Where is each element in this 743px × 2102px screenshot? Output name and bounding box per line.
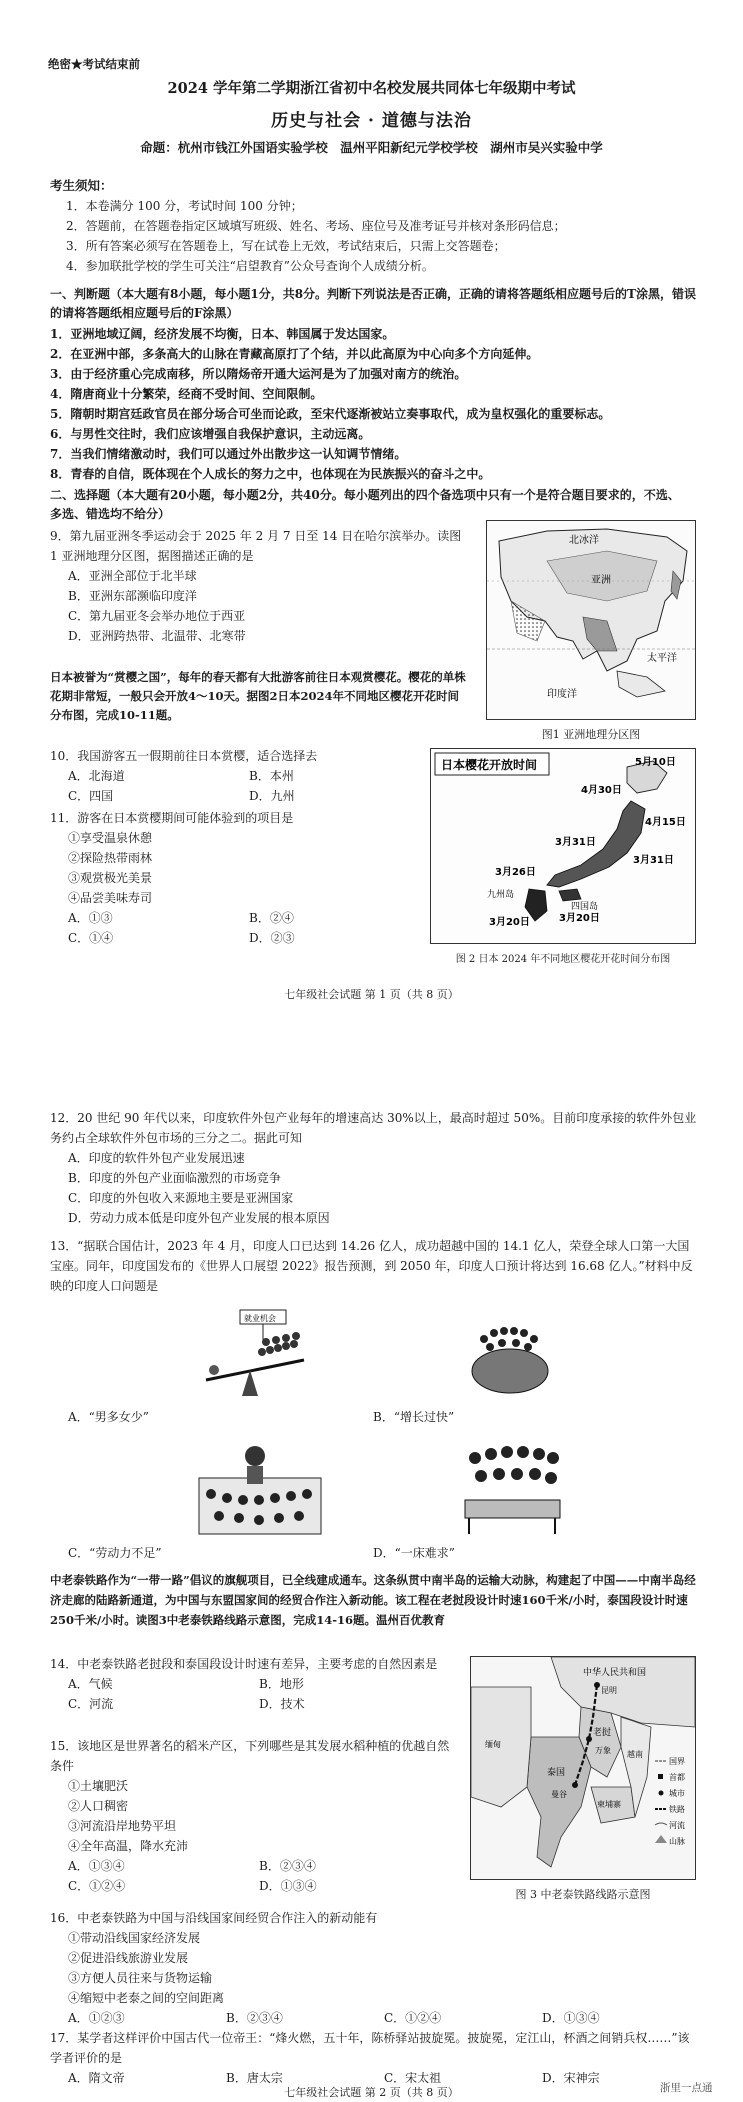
q15-option-a[interactable]: A．①③④	[68, 1859, 125, 1873]
q13-option-c[interactable]: C．“劳动力不足”	[68, 1546, 162, 1560]
notice-list	[66, 196, 706, 276]
watermark-text: 浙里一点通	[660, 2082, 713, 2094]
fig3-legend-item: 铁路	[669, 1805, 685, 1814]
q10-option-a[interactable]: A．北海道	[68, 769, 125, 783]
fig3-label: 缅甸	[485, 1740, 501, 1749]
judge-item: 4．隋唐商业十分繁荣，经商不受时间、空间限制。	[50, 387, 323, 401]
fig3-legend-item: 河流	[669, 1821, 685, 1830]
q12-option-a[interactable]: A．印度的软件外包产业发展迅速	[68, 1151, 245, 1165]
q11-stem: 11．游客在日本赏樱期间可能体验到的项目是	[50, 811, 294, 825]
judge-item: 1．亚洲地域辽阔，经济发展不均衡，日本、韩国属于发达国家。	[50, 327, 395, 341]
fig3-legend-item: 首都	[669, 1773, 685, 1782]
q15-item: ④全年高温，降水充沛	[68, 1839, 189, 1853]
q13-option-b[interactable]: B．“增长过快”	[373, 1410, 455, 1424]
page-gap	[0, 1048, 743, 1108]
fig3-caption: 图 3 中老泰铁路线路示意图	[515, 1888, 651, 1901]
q15-item: ①土壤肥沃	[68, 1779, 129, 1793]
exam-page-2	[0, 1108, 743, 2102]
judge-item: 2．在亚洲中部，多条高大的山脉在青藏高原打了个结，并以此高原为中心向多个方向延伸。	[50, 347, 539, 361]
q9-options	[50, 566, 470, 646]
fig3-legend-item: 山脉	[669, 1837, 685, 1846]
fig2-date: 3月31日	[555, 837, 596, 848]
fig2-date: 3月20日	[489, 917, 530, 928]
q16-item: ④缩短中老泰之间的空间距离	[68, 1991, 225, 2005]
judge-item: 7．当我们情绪激动时，我们可以通过外出散步这一认知调节情绪。	[50, 447, 407, 461]
q14-option-a[interactable]: A．气候	[68, 1677, 113, 1691]
q16-option-d[interactable]: D．①③④	[542, 2011, 600, 2025]
fig3-label: 昆明	[601, 1686, 617, 1695]
intro-14-16: 中老泰铁路作为“一带一路”倡议的旗舰项目，已全线建成通车。这条纵贯中南半岛的运输大动脉，构建起了中国——中南半岛经济走廊的陆路新通道，为中国与东盟国家间的经贸合作注入新动能。该工程在老挝段设计时速160千米/小时，泰国段设计时速250千米/小时。读图3中老泰铁路线路示意图，完成14-16题。温州百优教育	[50, 1573, 696, 1627]
fig3-label: 中华人民共和国	[583, 1668, 647, 1678]
notice-item: 1．本卷满分 100 分，考试时间 100 分钟；	[66, 199, 303, 213]
q17-option-c[interactable]: C．宋太祖	[384, 2071, 442, 2085]
fig2-date: 4月15日	[645, 817, 686, 828]
q11-option-d[interactable]: D．②③	[249, 931, 295, 945]
q10-option-d[interactable]: D．九州	[249, 789, 295, 803]
q16-option-c[interactable]: C．①②④	[384, 2011, 442, 2025]
q11-item: ③观赏极光美景	[68, 871, 153, 885]
question-11	[50, 808, 430, 948]
fig3-label: 老挝	[593, 1728, 612, 1738]
q9-option-a[interactable]: A．亚洲全部位于北半球	[68, 569, 197, 583]
fig2-date: 3月31日	[633, 855, 674, 866]
question-17	[50, 2028, 700, 2088]
q15-option-d[interactable]: D．①③④	[259, 1879, 317, 1893]
fig3-legend-item: 城市	[669, 1789, 685, 1798]
fig2-date: 4月30日	[581, 785, 622, 796]
page2-footer: 七年级社会试题 第 2 页（共 8 页）	[284, 2086, 459, 2099]
section1-items	[50, 324, 710, 484]
fig3-label: 曼谷	[551, 1790, 567, 1799]
q15-item: ③河流沿岸地势平坦	[68, 1819, 177, 1833]
fig2-date: 3月20日	[559, 913, 600, 924]
section1-header: 一、判断题（本大题有8小题，每小题1分，共8分。判断下列说法是否正确，正确的请将答题纸相应题号后的T涂黑，错误的请将答题纸相应题号后的F涂黑）	[50, 287, 696, 320]
q10-option-b[interactable]: B．本州	[249, 769, 294, 783]
q9-stem: 9．第九届亚洲冬季运动会于 2025 年 2 月 7 日至 14 日在哈尔滨举办。读图 1 亚洲地理分区图，据图描述正确的是	[50, 529, 462, 563]
cartoon-b-crowded-globe	[460, 1313, 560, 1403]
q15-option-b[interactable]: B．②③④	[259, 1859, 316, 1873]
exam-authors: 命题：杭州市钱江外国语实验学校 温州平阳新纪元学校学校 湖州市吴兴实验中学	[140, 140, 603, 155]
q17-option-d[interactable]: D．宋神宗	[542, 2071, 600, 2085]
fig2-place: 四国岛	[571, 902, 599, 912]
fig2-date: 5月10日	[635, 757, 676, 768]
q11-option-c[interactable]: C．①④	[68, 931, 114, 945]
cartoon-sign: 就业机会	[244, 1314, 276, 1323]
fig1-label-pacific: 太平洋	[647, 653, 677, 664]
fig1-label-asia: 亚洲	[591, 575, 611, 586]
fig3-label: 越南	[627, 1750, 643, 1759]
notice-item: 4．参加联批学校的学生可关注“启望教育”公众号查询个人成绩分析。	[66, 259, 434, 273]
fig2-place: 九州岛	[487, 890, 515, 900]
question-13-stem: 13．“据联合国估计，2023 年 4 月，印度人口已达到 14.26 亿人，成功超越中国的 14.1 亿人，荣登全球人口第一大国宝座。同年，印度国发布的《世界人口展望 2022》报告预测，到 2050 年，印度人口预计将达到 16.68 亿人。”材料中反映的印度人口问题是	[50, 1239, 693, 1293]
q13-options-row1	[68, 1408, 678, 1427]
fig1-label-indian: 印度洋	[547, 689, 577, 700]
cartoon-c-workers	[195, 1438, 325, 1538]
q17-option-b[interactable]: B．唐太宗	[226, 2071, 283, 2085]
q13-option-a[interactable]: A．“男多女少”	[68, 1410, 149, 1424]
notice-title: 考生须知：	[50, 178, 113, 193]
question-15	[50, 1736, 450, 1896]
q12-option-b[interactable]: B．印度的外包产业面临激烈的市场竞争	[68, 1171, 281, 1185]
question-14	[50, 1654, 450, 1714]
q15-item: ②人口稠密	[68, 1799, 129, 1813]
cartoon-a-seesaw	[200, 1308, 310, 1403]
fig1-caption: 图1 亚洲地理分区图	[541, 728, 641, 741]
q11-option-a[interactable]: A．①③	[68, 911, 113, 925]
notice-item: 2．答题前，在答题卷指定区域填写班级、姓名、考场、座位号及准考证号并核对条形码信息；	[66, 219, 566, 233]
fig1-label-arctic: 北冰洋	[569, 535, 599, 546]
question-12	[50, 1108, 700, 1228]
fig3-legend-item: 国界	[669, 1757, 685, 1766]
q11-option-b[interactable]: B．②④	[249, 911, 294, 925]
exam-title: 2024 学年第二学期浙江省初中名校发展共同体七年级期中考试	[167, 80, 576, 97]
q9-option-c[interactable]: C．第九届亚冬会举办地位于西亚	[68, 609, 246, 623]
judge-item: 5．隋朝时期宫廷政官员在部分场合可坐而论政，至宋代逐渐被站立奏事取代，成为皇权强化的重要标志。	[50, 407, 611, 421]
page1-footer: 七年级社会试题 第 1 页（共 8 页）	[284, 988, 459, 1001]
q10-stem: 10．我国游客五一假期前往日本赏樱，适合选择去	[50, 749, 318, 763]
fig3-label: 泰国	[547, 1768, 566, 1778]
question-9	[50, 526, 470, 646]
q16-option-b[interactable]: B．②③④	[226, 2011, 283, 2025]
question-16	[50, 1908, 700, 2028]
q14-stem: 14．中老泰铁路老挝段和泰国段设计时速有差异，主要考虑的自然因素是	[50, 1657, 438, 1671]
q14-option-c[interactable]: C．河流	[68, 1697, 114, 1711]
q16-option-a[interactable]: A．①②③	[68, 2011, 125, 2025]
question-10	[50, 746, 430, 806]
q11-item: ①享受温泉休憩	[68, 831, 153, 845]
q17-stem: 17．某学者这样评价中国古代一位帝王：“烽火燃，五十年，陈桥驿站披旋冕。披旋冕，定江山，杯酒之间销兵权……”该学者评价的是	[50, 2031, 690, 2065]
q13-option-d[interactable]: D．“一床难求”	[373, 1546, 455, 1560]
q16-item: ③方便人员往来与货物运输	[68, 1971, 213, 1985]
judge-item: 3．由于经济重心完成南移，所以隋炀帝开通大运河是为了加强对南方的统治。	[50, 367, 467, 381]
q9-option-b[interactable]: B．亚洲东部濒临印度洋	[68, 589, 197, 603]
judge-item: 8．青春的自信，既体现在个人成长的努力之中，也体现在为民族振兴的奋斗之中。	[50, 467, 491, 481]
fig3-label: 柬埔寨	[597, 1800, 621, 1809]
exam-page-1	[0, 0, 743, 1048]
q11-item: ②探险热带雨林	[68, 851, 153, 865]
fig2-caption: 图 2 日本 2024 年不同地区樱花开花时间分布图	[455, 954, 671, 965]
judge-item: 6．与男性交往时，我们应该增强自我保护意识，主动远离。	[50, 427, 371, 441]
figure-2-japan-sakura-map	[430, 748, 696, 944]
q14-option-b[interactable]: B．地形	[259, 1677, 304, 1691]
intro-10-11: 日本被誉为“赏樱之国”，每年的春天都有大批游客前往日本观赏樱花。樱花的单株花期非常短，一般只会开放4～10天。据图2日本2024年不同地区樱花开花时间分布图，完成10-11题。	[50, 670, 466, 722]
section2-header: 二、选择题（本大题有20小题，每小题2分，共40分。每小题列出的四个备选项中只有一个是符合题目要求的，不选、多选、错选均不给分）	[50, 488, 680, 521]
q16-item: ①带动沿线国家经济发展	[68, 1931, 201, 1945]
q10-option-c[interactable]: C．四国	[68, 789, 114, 803]
secret-mark: 绝密★考试结束前	[48, 57, 140, 71]
q14-option-d[interactable]: D．技术	[259, 1697, 305, 1711]
fig2-date: 3月26日	[495, 867, 536, 878]
q11-item: ④品尝美味寿司	[68, 891, 153, 905]
q15-option-c[interactable]: C．①②④	[68, 1879, 126, 1893]
q13-options-row2	[68, 1544, 678, 1563]
asia-map-graphic	[487, 521, 695, 719]
q17-option-a[interactable]: A．隋文帝	[68, 2071, 125, 2085]
q15-stem: 15．该地区是世界著名的稻米产区，下列哪些是其发展水稻种植的优越自然条件	[50, 1739, 450, 1773]
q12-option-c[interactable]: C．印度的外包收入来源地主要是亚洲国家	[68, 1191, 294, 1205]
fig2-title: 日本樱花开放时间	[441, 758, 538, 772]
fig3-label: 万象	[595, 1746, 611, 1755]
q12-option-d[interactable]: D．劳动力成本低是印度外包产业发展的根本原因	[68, 1211, 330, 1225]
q16-item: ②促进沿线旅游业发展	[68, 1951, 189, 1965]
cartoon-d-hospital-bed	[455, 1438, 570, 1538]
exam-subject: 历史与社会 · 道德与法治	[271, 111, 472, 131]
q16-stem: 16．中老泰铁路为中国与沿线国家间经贸合作注入的新动能有	[50, 1911, 378, 1925]
q9-option-d[interactable]: D．亚洲跨热带、北温带、北寒带	[68, 629, 246, 643]
notice-item: 3．所有答案必须写在答题卷上，写在试卷上无效，考试结束后，只需上交答题卷；	[66, 239, 506, 253]
q12-stem: 12．20 世纪 90 年代以来，印度软件外包产业每年的增速高达 30%以上，最高时超过 50%。目前印度承接的软件外包业务约占全球软件外包市场的三分之二。据此可知	[50, 1111, 697, 1145]
figure-3-railway-map	[470, 1656, 696, 1880]
figure-1-asia-map	[486, 520, 696, 720]
